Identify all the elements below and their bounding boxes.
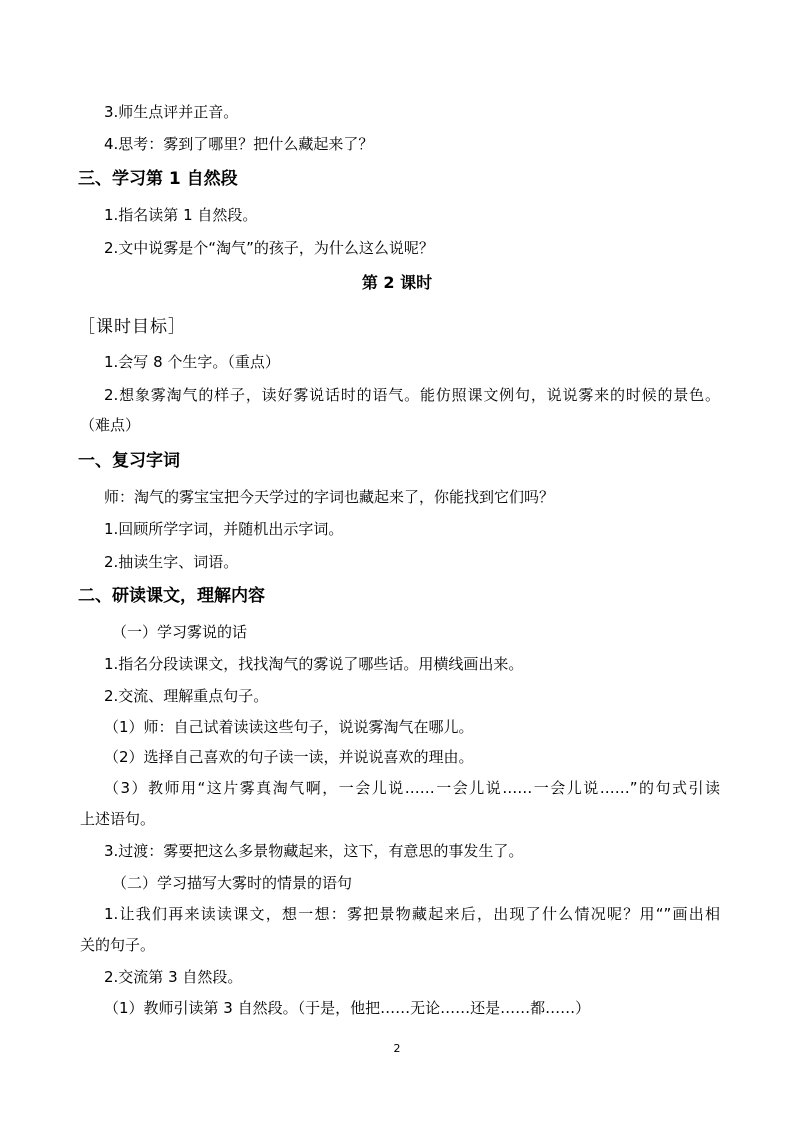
paragraph: 2.交流、理解重点句子。 (104, 687, 269, 705)
paragraph: 1.会写 8 个生字。（重点） (104, 353, 280, 371)
paragraph: 2.文中说雾是个“淘气”的孩子，为什么这么说呢？ (104, 239, 434, 257)
paragraph: 4.思考：雾到了哪里？把什么藏起来了？ (104, 135, 374, 153)
paragraph: 2.抽读生字、词语。 (104, 553, 239, 571)
paragraph: （3）教师用“这片雾真淘气啊，一会儿说……一会儿说……一会儿说……”的句式引读 (104, 779, 720, 797)
paragraph: 1.回顾所学字词，并随机出示字词。 (104, 520, 344, 538)
paragraph: 2.交流第 3 自然段。 (104, 968, 243, 986)
paragraph: 师：淘气的雾宝宝把今天学过的字词也藏起来了，你能找到它们吗？ (104, 488, 555, 506)
paragraph: 3.师生点评并正音。 (104, 103, 239, 121)
objectives-heading: ［课时目标］ (78, 317, 186, 337)
section-heading: 一、复习字词 (78, 451, 180, 471)
paragraph: 3.过渡：雾要把这么多景物藏起来，这下，有意思的事发生了。 (104, 842, 524, 860)
paragraph: 2.想象雾淘气的样子，读好雾说话时的语气。能仿照课文例句，说说雾来的时候的景色。 (104, 386, 720, 404)
paragraph: （难点） (80, 416, 141, 434)
lesson-title: 第 2 课时 (361, 273, 433, 292)
subsection-heading: （二）学习描写大雾时的情景的语句 (112, 874, 353, 892)
section-heading: 二、研读课文，理解内容 (78, 586, 265, 606)
paragraph: 1.指名读第 1 自然段。 (104, 206, 258, 224)
subsection-heading: （一）学习雾说的话 (112, 623, 248, 641)
paragraph: （2）选择自己喜欢的句子读一读，并说说喜欢的理由。 (104, 748, 474, 766)
paragraph: （1）师：自己试着读读这些句子，说说雾淘气在哪儿。 (104, 718, 474, 736)
section-heading: 三、学习第 1 自然段 (78, 169, 238, 189)
paragraph: 1.指名分段读课文，找找淘气的雾说了哪些话。用横线画出来。 (104, 655, 524, 673)
paragraph: 关的句子。 (80, 936, 156, 954)
paragraph: （1）教师引读第 3 自然段。（于是，他把……无论……还是……都……） (104, 999, 591, 1017)
page-number: 2 (393, 1042, 401, 1055)
paragraph: 1.让我们再来读读课文，想一想：雾把景物藏起来后，出现了什么情况呢？用“”画出相 (104, 905, 720, 923)
paragraph: 上述语句。 (80, 810, 156, 828)
